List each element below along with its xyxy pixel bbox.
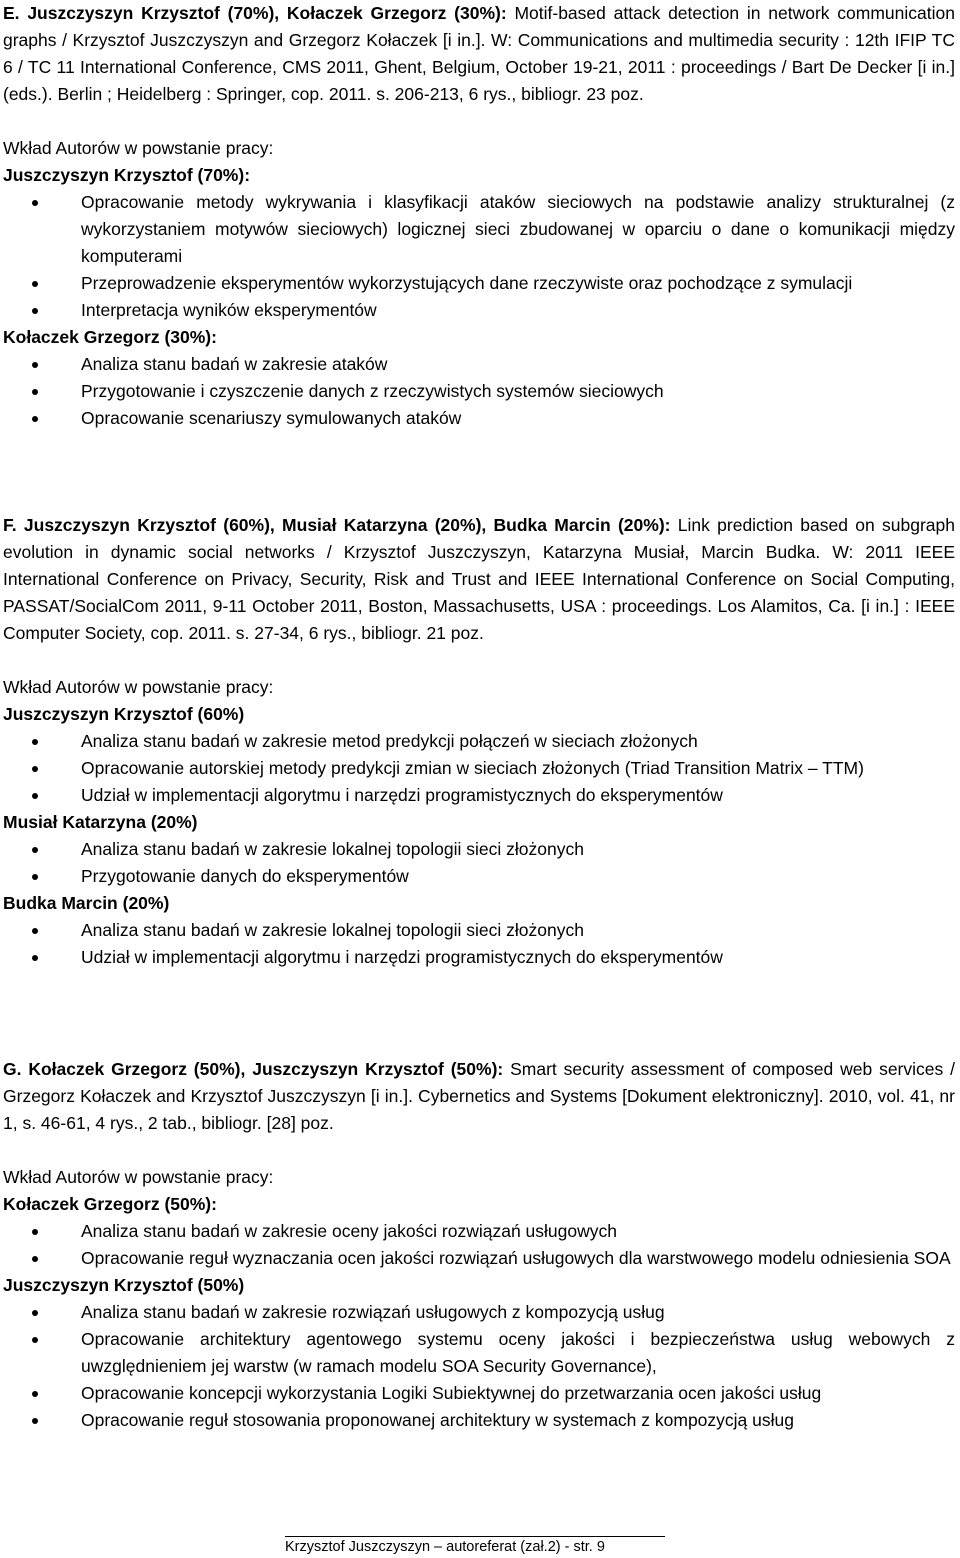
list-item <box>3 944 955 971</box>
author-heading: Juszczyszyn Krzysztof (50%) <box>3 1275 245 1295</box>
list-item-text: Analiza stanu badań w zakresie ataków <box>81 354 388 374</box>
contribution-list <box>3 189 955 324</box>
author-heading: Juszczyszyn Krzysztof (70%): <box>3 165 251 185</box>
list-item <box>3 1245 955 1272</box>
bullet-icon <box>32 1418 38 1424</box>
list-item-text: Opracowanie scenariuszy symulowanych ataków <box>81 408 462 428</box>
list-item <box>3 836 955 863</box>
list-item <box>3 728 955 755</box>
entry-f <box>3 512 955 971</box>
footer-rule <box>285 1536 665 1537</box>
list-item-text: Analiza stanu badań w zakresie lokalnej topologii sieci złożonych <box>81 839 584 859</box>
list-item <box>3 1407 955 1434</box>
list-item-text: Przygotowanie danych do eksperymentów <box>81 866 409 886</box>
entry-reference-text: Motif-based attack detection in network communication graphs / Krzysztof Juszczyszyn and Grzegorz Kołaczek [i in.]. W: Communications and multimedia security : 12th IFIP TC 6 / TC 11 International Conference, CMS 2011, Ghent, Belgium, October 19-21, 2011 : proceedings / Bart De Decker [i in.] (eds.). Berlin ; Heidelberg : Springer, cop. 2011. s. 206-213, 6 rys., bibliogr. 23 poz. <box>3 3 955 104</box>
bullet-icon <box>32 281 38 287</box>
entry-authors: Juszczyszyn Krzysztof (70%), Kołaczek Grzegorz (30%): <box>27 3 507 23</box>
author-heading: Musiał Katarzyna (20%) <box>3 812 198 832</box>
entry-letter: E. <box>3 3 20 23</box>
bullet-icon <box>32 793 38 799</box>
bullet-icon <box>32 1391 38 1397</box>
list-item-text: Udział w implementacji algorytmu i narzędzi programistycznych do eksperymentów <box>81 947 723 967</box>
list-item-text: Analiza stanu badań w zakresie metod predykcji połączeń w sieciach złożonych <box>81 731 698 751</box>
list-item <box>3 863 955 890</box>
list-item-text: Opracowanie autorskiej metody predykcji zmian w sieciach złożonych (Triad Transition Matrix – TTM) <box>81 758 864 778</box>
list-item <box>3 1380 955 1407</box>
bullet-icon <box>32 1229 38 1235</box>
contribution-list <box>3 836 955 890</box>
bullet-icon <box>32 308 38 314</box>
bullet-icon <box>32 389 38 395</box>
contribution-list <box>3 1218 955 1272</box>
bullet-icon <box>32 1256 38 1262</box>
reference-g <box>3 1056 955 1137</box>
entry-e <box>3 0 955 432</box>
list-item-text: Analiza stanu badań w zakresie rozwiązań usługowych z kompozycją usług <box>81 1302 665 1322</box>
entry-reference-text: Link prediction based on subgraph evolution in dynamic social networks / Krzysztof Juszczyszyn, Katarzyna Musiał, Marcin Budka. W: 2011 IEEE International Conference on Privacy, Security, Risk and Trust and IEEE International Conference on Social Computing, PASSAT/SocialCom 2011, 9-11 October 2011, Boston, Massachusetts, USA : proceedings. Los Alamitos, Ca. [i in.] : IEEE Computer Society, cop. 2011. s. 27-34, 6 rys., bibliogr. 21 poz. <box>3 515 955 643</box>
contribution-list <box>3 1299 955 1434</box>
bullet-icon <box>32 1310 38 1316</box>
list-item <box>3 189 955 270</box>
list-item <box>3 917 955 944</box>
bullet-icon <box>32 1337 38 1343</box>
contribution-list <box>3 351 955 432</box>
contribution-list <box>3 917 955 971</box>
list-item-text: Analiza stanu badań w zakresie oceny jakości rozwiązań usługowych <box>81 1221 617 1241</box>
list-item-text: Opracowanie reguł wyznaczania ocen jakości rozwiązań usługowych dla warstwowego modelu odniesienia SOA <box>81 1248 951 1268</box>
bullet-icon <box>32 928 38 934</box>
author-heading: Budka Marcin (20%) <box>3 893 170 913</box>
bullet-icon <box>32 362 38 368</box>
bullet-icon <box>32 766 38 772</box>
list-item <box>3 1326 955 1380</box>
list-item-text: Opracowanie reguł stosowania proponowanej architektury w systemach z kompozycją usług <box>81 1410 794 1430</box>
page-footer <box>285 1538 605 1556</box>
contribution-label: Wkład Autorów w powstanie pracy: <box>3 1167 274 1187</box>
list-item-text: Udział w implementacji algorytmu i narzędzi programistycznych do eksperymentów <box>81 785 723 805</box>
reference-f <box>3 512 955 647</box>
contribution-label: Wkład Autorów w powstanie pracy: <box>3 138 274 158</box>
entry-g <box>3 1056 955 1434</box>
bullet-icon <box>32 416 38 422</box>
entry-authors: Juszczyszyn Krzysztof (60%), Musiał Katarzyna (20%), Budka Marcin (20%): <box>23 515 671 535</box>
entry-letter: F. <box>3 515 17 535</box>
entry-authors: Kołaczek Grzegorz (50%), Juszczyszyn Krzysztof (50%): <box>28 1059 504 1079</box>
entry-letter: G. <box>3 1059 22 1079</box>
list-item-text: Analiza stanu badań w zakresie lokalnej topologii sieci złożonych <box>81 920 584 940</box>
list-item-text: Opracowanie koncepcji wykorzystania Logiki Subiektywnej do przetwarzania ocen jakości usług <box>81 1383 822 1403</box>
list-item-text: Przeprowadzenie eksperymentów wykorzystujących dane rzeczywiste oraz pochodzące z symulacji <box>81 273 853 293</box>
bullet-icon <box>32 955 38 961</box>
bullet-icon <box>32 874 38 880</box>
entry-reference-text: Smart security assessment of composed web services / Grzegorz Kołaczek and Krzysztof Juszczyszyn [i in.]. Cybernetics and Systems [Dokument elektroniczny]. 2010, vol. 41, nr 1, s. 46-61, 4 rys., 2 tab., bibliogr. [28] poz. <box>3 1059 955 1133</box>
list-item <box>3 270 955 297</box>
contribution-list <box>3 728 955 809</box>
list-item <box>3 351 955 378</box>
list-item <box>3 405 955 432</box>
author-heading: Kołaczek Grzegorz (30%): <box>3 327 217 347</box>
author-heading: Juszczyszyn Krzysztof (60%) <box>3 704 245 724</box>
list-item-text: Przygotowanie i czyszczenie danych z rzeczywistych systemów sieciowych <box>81 381 664 401</box>
list-item-text: Opracowanie metody wykrywania i klasyfikacji ataków sieciowych na podstawie analizy strukturalnej (z wykorzystaniem motywów sieciowych) logicznej sieci zbudowanej w oparciu o dane o komunikacji między komputerami <box>81 192 955 266</box>
footer-text: Krzysztof Juszczyszyn – autoreferat (zał.2) - str. 9 <box>285 1539 605 1555</box>
bullet-icon <box>32 200 38 206</box>
list-item <box>3 1218 955 1245</box>
author-heading: Kołaczek Grzegorz (50%): <box>3 1194 217 1214</box>
bullet-icon <box>32 847 38 853</box>
list-item <box>3 782 955 809</box>
list-item <box>3 755 955 782</box>
list-item <box>3 378 955 405</box>
contribution-label: Wkład Autorów w powstanie pracy: <box>3 677 274 697</box>
list-item <box>3 1299 955 1326</box>
bullet-icon <box>32 739 38 745</box>
list-item-text: Opracowanie architektury agentowego systemu oceny jakości i bezpieczeństwa usług webowych z uwzględnieniem jej warstw (w ramach modelu SOA Security Governance), <box>81 1329 955 1376</box>
reference-e <box>3 0 955 108</box>
list-item-text: Interpretacja wyników eksperymentów <box>81 300 377 320</box>
list-item <box>3 297 955 324</box>
